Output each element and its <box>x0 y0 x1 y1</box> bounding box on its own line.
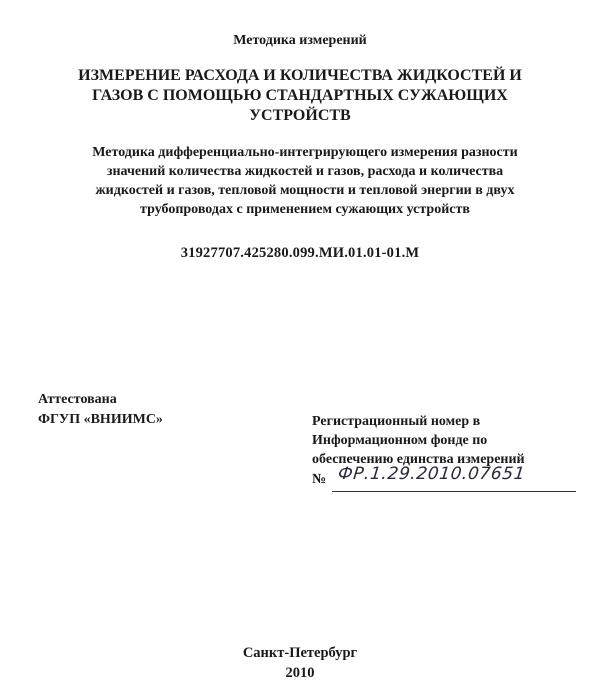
subtitle-line: жидкостей и газов, тепловой мощности и тепловой энергии в двух <box>95 183 515 198</box>
document-code: 31927707.425280.099.МИ.01.01-01.М <box>180 245 420 261</box>
subtitle-line: значений количества жидкостей и газов, расхода и количества <box>106 164 504 179</box>
registration-number-handwritten: ФР.1.29.2010.07651 <box>337 464 527 484</box>
footer-city: Санкт-Петербург <box>242 645 358 661</box>
document-type-label: Методика измерений <box>233 33 367 48</box>
main-title-line: ИЗМЕРЕНИЕ РАСХОДА И КОЛИЧЕСТВА ЖИДКОСТЕЙ И <box>78 67 522 84</box>
registration-number-row <box>312 464 582 492</box>
registration-line: Регистрационный номер в <box>312 414 481 429</box>
registration-line: Информационном фонде по <box>312 433 488 448</box>
attestation-label: Аттестована <box>38 392 117 407</box>
attestation-block <box>38 390 163 430</box>
subtitle-line: Методика дифференциально-интегрирующего измерения разности <box>92 145 518 160</box>
main-title-line: ГАЗОВ С ПОМОЩЬЮ СТАНДАРТНЫХ СУЖАЮЩИХ <box>92 87 508 104</box>
main-title <box>55 66 545 126</box>
main-title-line: УСТРОЙСТВ <box>249 107 351 124</box>
footer <box>0 643 600 683</box>
subtitle <box>30 143 580 219</box>
attestation-organization: ФГУП «ВНИИМС» <box>38 412 163 427</box>
registration-line: обеспечению единства измерений <box>312 452 525 467</box>
registration-block <box>312 412 582 492</box>
footer-year: 2010 <box>285 665 315 681</box>
number-sign: № <box>312 472 327 487</box>
subtitle-line: трубопроводах с применением сужающих устройств <box>140 202 470 217</box>
registration-number-underline <box>332 491 576 492</box>
